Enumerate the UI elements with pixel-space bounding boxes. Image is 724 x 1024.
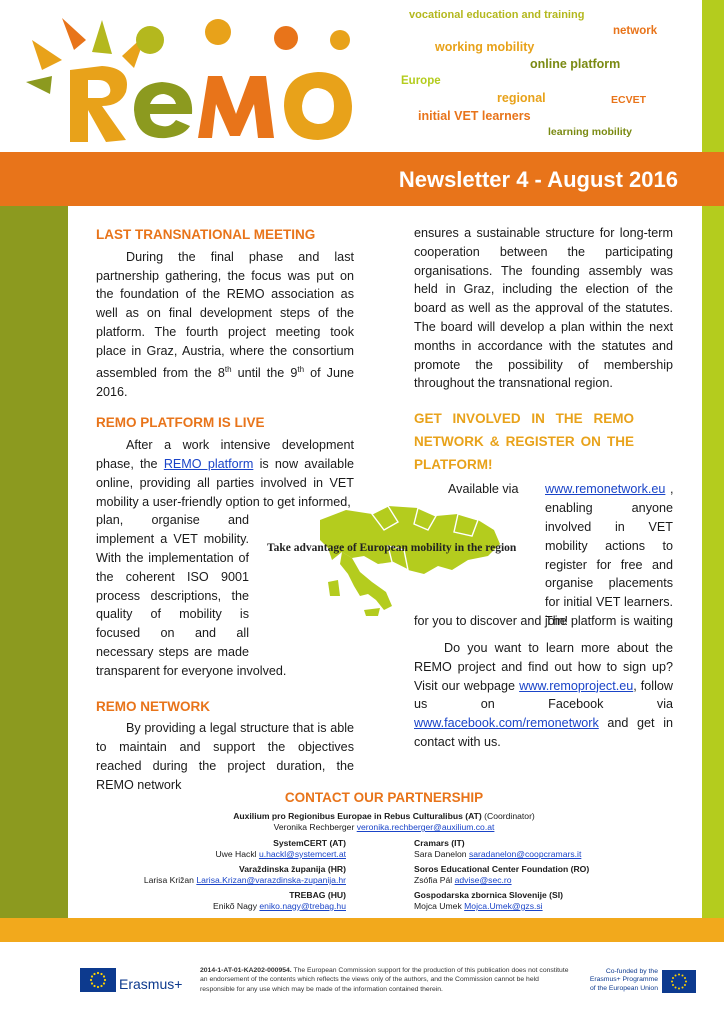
left-column: LAST TRANSNATIONAL MEETING During the final phase and last partnership gathering, the focus was put on the foundation of the REMO association as well as on final development steps of the platform. The fourth project meeting took place in Graz, Austria, where the consortium assembled from the 8th until the 9th of June 2016. REMO PLATFORM IS LIVE After a work intensive development phase, the REMO platform is now available online, providing all parties involved in VET mobility a user-friendly option to get informed, plan, organise and implement a VET mobility. With the implementation of the coherent ISO 9001 process descriptions, the quality of mobility is focused on and all necessary steps are made transparent for everyone involved. REMO NETWORK By providing a legal structure that is able to maintain and support the objectives reached during the project duration, the REMO network — [96, 226, 354, 795]
header-tag: learning mobility — [548, 126, 633, 138]
map-caption: Take advantage of European mobility in the region — [267, 542, 517, 554]
contact-heading: CONTACT OUR PARTNERSHIP — [284, 790, 484, 805]
logo-letter-m — [198, 76, 274, 138]
logo-letter-o — [284, 72, 352, 140]
header-tag: Europe — [401, 75, 441, 87]
header-tag: regional — [497, 91, 546, 105]
email-link[interactable]: u.hackl@systemcert.at — [258, 849, 346, 859]
platform-wrapped-lines: plan, organise and implement a VET mobility. With the implementation of the coherent ISO 9001 process descriptions, the quality of mobility is focused on and all necessary steps are made — [96, 513, 249, 659]
logo-letter-r — [70, 66, 127, 142]
eu-stars-icon — [662, 970, 696, 993]
eu-flag-icon — [662, 970, 696, 993]
network-continued-paragraph: ensures a sustainable structure for long-term cooperation between the participating organisations. The founding assembly was held in Graz, including the election of the board as well as the approval of the statutes. The board will develop a plan within the next months in accordance with the statutes and promote the possibility of membership throughout the transnational region. — [414, 226, 673, 391]
right-lime-bar — [702, 0, 724, 918]
logo-dot-3 — [274, 26, 298, 50]
header-tag: ECVET — [611, 94, 647, 106]
erasmus-logo-text: Erasmus+ — [119, 976, 183, 992]
facebook-link[interactable]: www.facebook.com/remonetwork — [414, 716, 599, 731]
partner-entry: Soros Educational Center Foundation (RO) Zsófia Pál advise@sec.ro — [414, 864, 590, 885]
partner-entry: TREBAG (HU) Enikõ Nagy eniko.nagy@trebag.hu — [213, 890, 346, 911]
network-paragraph: By providing a legal structure that is able to maintain and support the objectives reached during the project duration, the REMO network — [96, 721, 354, 792]
partners-right — [414, 838, 674, 912]
header-tag: vocational education and training — [409, 9, 585, 21]
logo-letter-e — [134, 82, 192, 138]
remoproject-link[interactable]: www.remoproject.eu — [519, 678, 634, 693]
header-tag: initial VET learners — [418, 109, 531, 123]
header-tag: online platform — [530, 57, 621, 71]
newsletter-title: Newsletter 4 - August 2016 — [398, 167, 678, 192]
section-heading: LAST TRANSNATIONAL MEETING — [96, 227, 316, 242]
logo-dot-1 — [136, 26, 164, 54]
right-column: ensures a sustainable structure for long-term cooperation between the participating organisations. The founding assembly was held in Graz, including the election of the board as well as the approval of the statutes. The board will develop a plan within the next months in accordance with the statutes and promote the possibility of membership throughout the transnational region. GET INVOLVED IN THE REMO NETWORK & REGISTER ON THE PLATFORM! Available via www.remonetwork.eu , enabling anyone involved in VET mobility actions to register for free and organise placements for initial VET learners. The platform is waiting for you to discover and join! Do you want to learn more about the REMO project and find out how to sign up? Visit our webpage www.remoproject.eu, follow us on Facebook via www.facebook.com/remonetwork and get in contact with us. — [414, 224, 673, 752]
meeting-paragraph: During the final phase and last partnership gathering, the focus was put on the foundation of the REMO association as well as on final development steps of the platform. The fourth project meeting took place in Graz, Austria, where the consortium assembled from the 8th until the 9th of June 2016. — [96, 249, 354, 399]
eu-stars-icon — [80, 968, 116, 992]
email-link[interactable]: eniko.nagy@trebag.hu — [259, 901, 346, 911]
partner-entry: SystemCERT (AT) Uwe Hackl u.hackl@systemcert.at — [215, 838, 346, 859]
email-link[interactable]: veronika.rechberger@auxilium.co.at — [356, 822, 495, 832]
eu-flag-icon — [80, 968, 116, 992]
footer-band — [0, 918, 724, 942]
logo-dot-4 — [330, 30, 350, 50]
learn-more-paragraph: Do you want to learn more about the REMO project and find out how to sign up? Visit our webpage www.remoproject.eu, follow us on Facebook via www.facebook.com/remonetwork and get in contact with us. — [414, 640, 673, 749]
header-tag: working mobility — [435, 40, 535, 54]
email-link[interactable]: Larisa.Krizan@varazdinska-zupanija.hr — [196, 875, 346, 885]
logo-dot-2 — [205, 19, 231, 45]
section-heading: REMO NETWORK — [96, 698, 210, 714]
remo-logo-graphic — [22, 10, 362, 150]
partner-entry: Cramars (IT) Sara Danelon saradanelon@coopcramars.it — [414, 838, 582, 859]
section-heading: GET INVOLVED IN THE REMO NETWORK & REGISTER ON THE PLATFORM! — [414, 411, 634, 473]
cofunded-text: Co-funded by the Erasmus+ Programme of the European Union — [589, 968, 658, 992]
remonetwork-link[interactable]: www.remonetwork.eu — [545, 482, 666, 497]
partners-left — [100, 838, 346, 912]
email-link[interactable]: saradanelon@coopcramars.it — [468, 849, 582, 859]
section-heading: REMO PLATFORM IS LIVE — [96, 415, 265, 431]
involved-wrapped-lines: enabling anyone involved in VET mobility actions to register for free and organise placements for initial VET learners. The platform is waiting — [545, 501, 673, 628]
footer-disclaimer: 2014-1-AT-01-KA202-000954. The European Commission support for the production of this publication does not constitute an endorsement of the contents which reflects the views only of the authors, and the Commission cannot be held responsible for any use which may be made of the information contained therein. — [200, 967, 569, 993]
involved-block: Available via www.remonetwork.eu , enabling anyone involved in VET mobility actions to register for free and organise placements for initial VET learners. The platform is waiting — [414, 480, 673, 610]
remo-logo — [22, 10, 362, 150]
coordinator-block: Auxilium pro Regionibus Europae in Rebus Culturalibus (AT) (Coordinator) Veronika Rechberger veronika.rechberger@auxilium.co.at — [233, 811, 535, 832]
header-tag: network — [613, 25, 658, 37]
platform-paragraph: After a work intensive development phase, the REMO platform is now available online, providing all parties involved in VET mobility a user-friendly option to get informed, — [96, 438, 354, 509]
remo-platform-link[interactable]: REMO platform — [163, 456, 254, 471]
email-link[interactable]: advise@sec.ro — [454, 875, 512, 885]
partner-entry: Gospodarska zbornica Slovenije (SI) Mojca Umek Mojca.Umek@gzs.si — [414, 890, 563, 911]
email-link[interactable]: Mojca.Umek@gzs.si — [464, 901, 543, 911]
partner-entry: Varaždinska županija (HR) Larisa Križan Larisa.Krizan@varazdinska-zupanija.hr — [143, 864, 346, 885]
